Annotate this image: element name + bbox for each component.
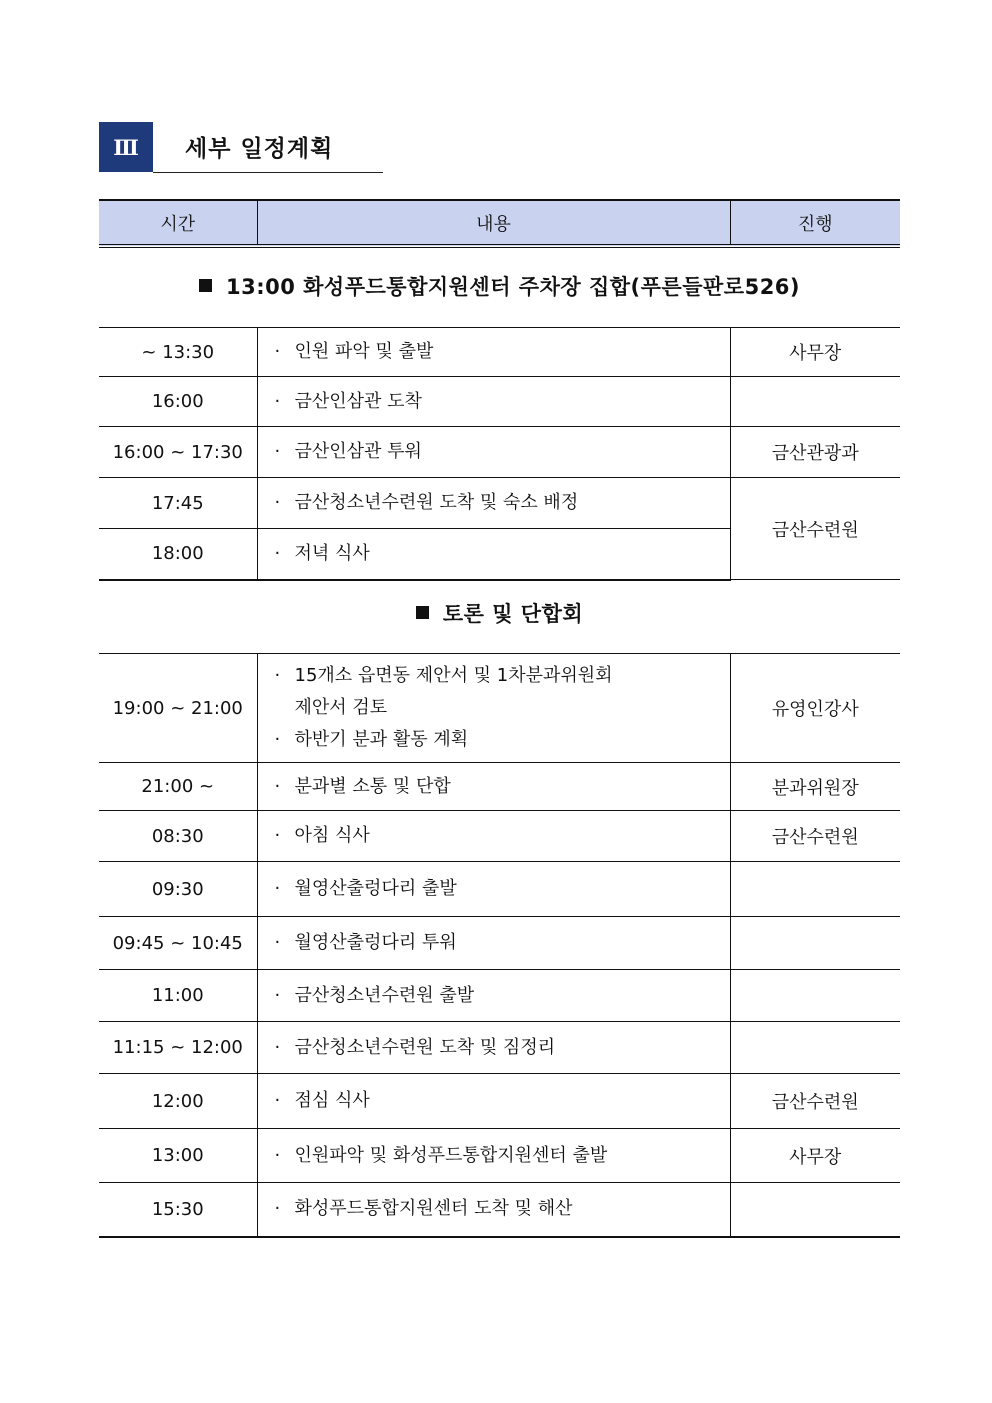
row-time: 12:00 bbox=[99, 1074, 257, 1129]
schedule-header bbox=[99, 199, 900, 248]
header-content: 내용 bbox=[257, 200, 730, 246]
row-time: 08:30 bbox=[99, 811, 257, 862]
row-lead: 금산수련원 bbox=[730, 478, 900, 580]
square-bullet-icon bbox=[199, 279, 212, 292]
table-row bbox=[99, 811, 900, 862]
section-heading bbox=[99, 122, 383, 173]
row-lead: 유영인강사 bbox=[730, 654, 900, 763]
table-row bbox=[99, 654, 900, 763]
row-content: · 금산청소년수련원 도착 및 짐정리 bbox=[257, 1022, 730, 1074]
table-row bbox=[99, 917, 900, 970]
row-time: 16:00 bbox=[99, 377, 257, 427]
row-time: 15:30 bbox=[99, 1183, 257, 1237]
row-lead bbox=[730, 917, 900, 970]
row-content: · 분과별 소통 및 단합 bbox=[257, 763, 730, 811]
row-time: 16:00 ~ 17:30 bbox=[99, 427, 257, 478]
row-content: · 15개소 읍면동 제안서 및 1차분과위원회 제안서 검토 · 하반기 분과 활동 계획 bbox=[257, 654, 730, 763]
row-content: · 금산인삼관 도착 bbox=[257, 377, 730, 427]
row-content: · 인원파악 및 화성푸드통합지원센터 출발 bbox=[257, 1129, 730, 1183]
row-content: · 저녁 식사 bbox=[257, 529, 730, 580]
row-content: · 월영산출렁다리 투워 bbox=[257, 917, 730, 970]
row-lead: 금산수련원 bbox=[730, 1074, 900, 1129]
row-lead: 분과위원장 bbox=[730, 763, 900, 811]
row-lead bbox=[730, 1022, 900, 1074]
row-lead bbox=[730, 862, 900, 917]
table-row bbox=[99, 763, 900, 811]
row-lead: 사무장 bbox=[730, 1129, 900, 1183]
schedule-table-day1 bbox=[99, 327, 900, 581]
row-lead bbox=[730, 970, 900, 1022]
table-row bbox=[99, 478, 900, 529]
row-lead bbox=[730, 377, 900, 427]
row-lead: 사무장 bbox=[730, 328, 900, 377]
row-time: 13:00 bbox=[99, 1129, 257, 1183]
row-time: 18:00 bbox=[99, 529, 257, 580]
row-time: 09:45 ~ 10:45 bbox=[99, 917, 257, 970]
table-row bbox=[99, 1183, 900, 1237]
row-time: 11:00 bbox=[99, 970, 257, 1022]
row-content: · 인원 파악 및 출발 bbox=[257, 328, 730, 377]
row-lead: 금산관광과 bbox=[730, 427, 900, 478]
row-content: · 아침 식사 bbox=[257, 811, 730, 862]
row-time: 11:15 ~ 12:00 bbox=[99, 1022, 257, 1074]
square-bullet-icon bbox=[416, 606, 429, 619]
table-row bbox=[99, 427, 900, 478]
schedule-table-day2 bbox=[99, 653, 900, 1238]
row-time: 21:00 ~ bbox=[99, 763, 257, 811]
table-row bbox=[99, 970, 900, 1022]
table-row bbox=[99, 862, 900, 917]
group-title-discussion bbox=[99, 598, 900, 628]
table-row bbox=[99, 1074, 900, 1129]
table-row bbox=[99, 1022, 900, 1074]
section-number: Ⅲ bbox=[99, 122, 153, 172]
row-lead bbox=[730, 1183, 900, 1237]
group-title-text: 13:00 화성푸드통합지원센터 주차장 집합(푸른들판로526) bbox=[225, 275, 801, 299]
row-time: ~ 13:30 bbox=[99, 328, 257, 377]
group-title-gathering bbox=[99, 271, 900, 301]
row-time: 17:45 bbox=[99, 478, 257, 529]
row-content: · 화성푸드통합지원센터 도착 및 해산 bbox=[257, 1183, 730, 1237]
row-time: 09:30 bbox=[99, 862, 257, 917]
row-content: · 금산인삼관 투워 bbox=[257, 427, 730, 478]
table-row bbox=[99, 328, 900, 377]
row-time: 19:00 ~ 21:00 bbox=[99, 654, 257, 763]
table-row bbox=[99, 1129, 900, 1183]
section-underline bbox=[153, 172, 383, 173]
table-row bbox=[99, 377, 900, 427]
header-time: 시간 bbox=[99, 200, 257, 246]
section-title: 세부 일정계획 bbox=[185, 136, 334, 162]
row-content: · 점심 식사 bbox=[257, 1074, 730, 1129]
header-lead: 진행 bbox=[730, 200, 900, 246]
row-lead: 금산수련원 bbox=[730, 811, 900, 862]
row-content: · 월영산출렁다리 출발 bbox=[257, 862, 730, 917]
row-content: · 금산청소년수련원 도착 및 숙소 배정 bbox=[257, 478, 730, 529]
row-content: · 금산청소년수련원 출발 bbox=[257, 970, 730, 1022]
group-title-text: 토론 및 단합회 bbox=[442, 602, 584, 626]
